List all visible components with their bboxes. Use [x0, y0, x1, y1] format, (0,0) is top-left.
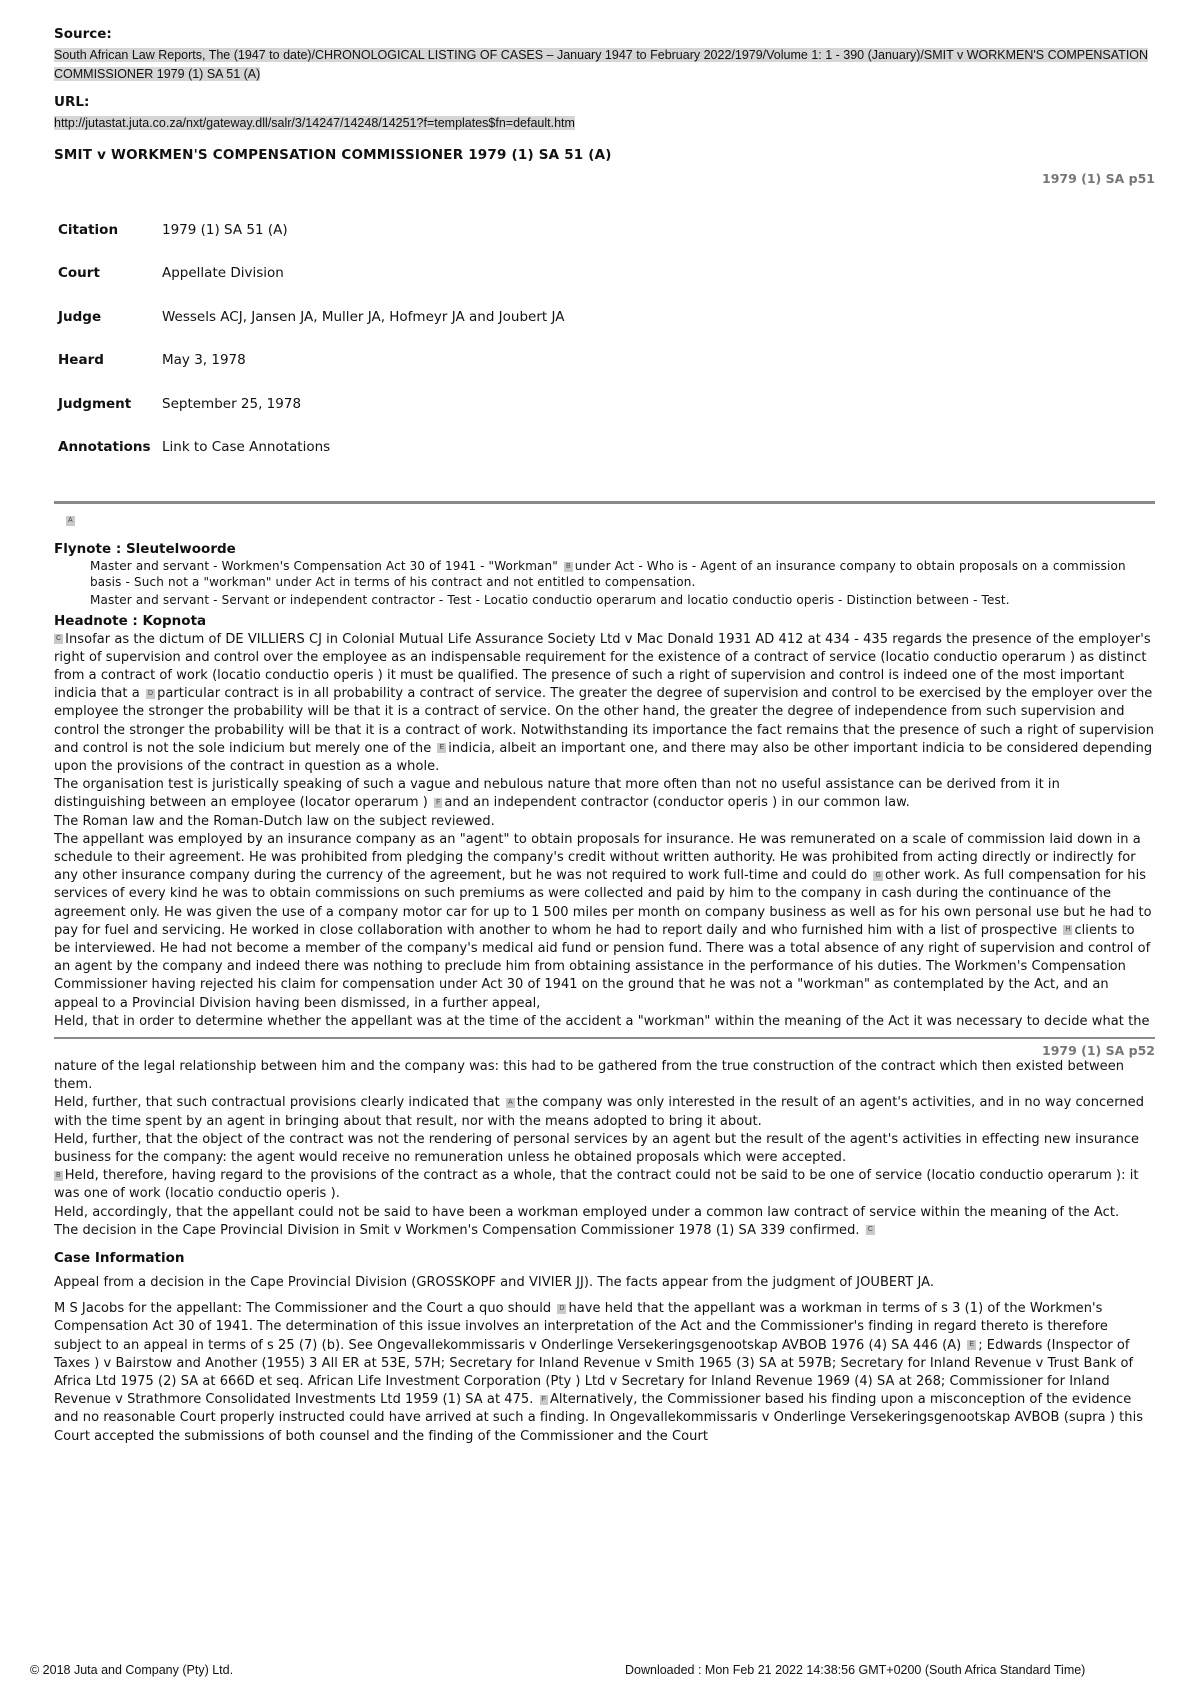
headnote-text: nature of the legal relationship between him and the company was: this had to be gathered from the true construction of the contract which then existed between them.	[54, 1058, 1125, 1093]
section-divider	[54, 501, 1155, 504]
case-information-heading: Case Information	[54, 1250, 185, 1266]
headnote-heading: Headnote : Kopnota	[54, 612, 207, 629]
margin-marker: H	[1065, 926, 1071, 934]
headnote-text: other work. As full compensation for his services of every kind he was to obtain commissions on such premiums as were collected and paid by him to the company in cash during the continuance of the agreement only. He was given the use of a company motor car for up to 1 500 miles per month on company business as well as for his own personal use but he had to pay for fuel and servicing. He worked in close collaboration with another to whom he had to report daily and who furnished him with a list of prospective	[54, 868, 1152, 938]
case-metadata-table	[58, 208, 564, 469]
margin-marker: D	[559, 1304, 565, 1312]
flynote-heading: Flynote : Sleutelwoorde	[54, 541, 236, 557]
headnote-text: Held, accordingly, that the appellant could not be said to have been a workman employed under a common law contract of service within the meaning of the Act.	[54, 1204, 1120, 1220]
meta-row-annotations	[58, 426, 564, 470]
case-info-text: Alternatively, the Commissioner based his finding upon a misconception of the evidence and no reasonable Court properly instructed could have arrived at such a finding. In Ongevallekommissaris v Onderlinge Versekeringsgenootskap AVBOB (supra ) this Court accepted the submissions of both counsel and the finding of the Commissioner and the Court	[54, 1392, 1144, 1444]
headnote-body	[54, 631, 1155, 1031]
meta-value: Appellate Division	[162, 265, 284, 282]
headnote-text: Held, further, that such contractual provisions clearly indicated that	[54, 1095, 500, 1111]
meta-key: Heard	[58, 352, 104, 369]
margin-marker: B	[565, 562, 571, 570]
margin-marker: G	[875, 871, 881, 879]
page-ref-p52: 1979 (1) SA p52	[1042, 1042, 1155, 1058]
margin-marker: E	[969, 1341, 975, 1349]
url-link[interactable]: http://jutastat.juta.co.za/nxt/gateway.dll/salr/3/14247/14248/14251?f=templates$fn=default.htm	[54, 116, 575, 130]
meta-key: Court	[58, 265, 100, 282]
headnote-text: the company was only interested in the result of an agent's activities, and in no way concerned with the time spent by an agent in bringing about that result, nor with the means adopted to bring it about.	[54, 1095, 1145, 1129]
headnote-text: The appellant was employed by an insurance company as an "agent" to obtain proposals for insurance. He was remunerated on a scale of commission laid down in a schedule to their agreement. He was prohibited from pledging the company's credit without written authority. He was prohibited from acting directly or indirectly for any other insurance company during the currency of the agreement, but he was not required to work full-time and could do	[54, 831, 1141, 884]
case-info-text: ; Edwards (Inspector of Taxes ) v Bairstow and Another (1955) 3 All ER at 53E, 57H; Secretary for Inland Revenue v Smith 1965 (3) SA at 597B; Secretary for Inland Revenue v Trust Bank of Africa Ltd 1975 (2) SA at 666D et seq. African Life Investment Corporation (Pty ) Ltd v Secretary for Inland Revenue 1969 (4) SA at 268; Commissioner for Inland Revenue v Strathmore Consolidated Investments Ltd 1959 (1) SA at 475.	[54, 1337, 1134, 1408]
margin-marker: E	[439, 744, 445, 752]
copyright-text: © 2018 Juta and Company (Pty) Ltd.	[30, 1663, 234, 1677]
document-page	[54, 26, 1155, 1446]
case-info-text: M S Jacobs for the appellant: The Commissioner and the Court a quo should	[54, 1301, 552, 1317]
page-ref-p51: 1979 (1) SA p51	[1042, 171, 1155, 186]
annotations-link[interactable]: Link to Case Annotations	[162, 439, 331, 456]
meta-row-judge	[58, 295, 564, 339]
headnote-text: particular contract is in all probability a contract of service. The greater the degree of supervision and control to be exercised by the employer over the employee the stronger the probability will be that it is a contract of service. On the other hand, the greater the degree of independence from such supervision and control the stronger the probability will be that it is a contract of work. Notwithstanding its importance the fact remains that the presence of such a right of supervision and control is not the sole indicium but merely one of the	[54, 686, 1155, 756]
meta-key: Citation	[58, 221, 119, 238]
headnote-text: clients to be interviewed. He had not become a member of the company's medical aid fund or pension fund. There was a total absence of any right of supervision and control of an agent by the company and indeed there was nothing to preclude him from obtaining assistance in the performance of his duties. The Workmen's Compensation Commissioner having rejected his claim for compensation under Act 30 of 1941 on the ground that he was not a "workman" as contemplated by the Act, and an appeal to a Provincial Division having been dismissed, in a further appeal,	[54, 922, 1151, 1011]
meta-value: September 25, 1978	[162, 395, 302, 412]
meta-value: May 3, 1978	[162, 352, 246, 369]
url-label: URL:	[54, 94, 90, 110]
headnote-text: The organisation test is juristically speaking of such a vague and nebulous nature that more often than not no useful assistance can be derived from it in distinguishing between an employee (locator operarum )	[54, 777, 1060, 811]
margin-marker: B	[56, 1171, 61, 1179]
flynote-body	[90, 559, 1155, 609]
margin-marker: A	[507, 1098, 513, 1106]
meta-key: Annotations	[58, 439, 151, 456]
headnote-text: Held, further, that the object of the contract was not the rendering of personal services by an agent but the result of the agent's activities in effecting new insurance business for the company: the agent would receive no remuneration unless he obtained proposals which were accepted.	[54, 1131, 1140, 1165]
margin-marker: C	[867, 1226, 873, 1234]
headnote-text: Insofar as the dictum of DE VILLIERS CJ in Colonial Mutual Life Assurance Society Ltd v Mac Donald 1931 AD 412 at 434 - 435 regards the presence of the employer's right of supervision and control over the employee as an indispensable requirement for the existence of a contract of service (locatio conductio operarum ) as distinct from a contract of work (locatio conductio operis ) it must be qualified. The presence of such a right of supervision and control is indeed one of the most important indicia that a	[54, 631, 1151, 702]
meta-key: Judgment	[58, 395, 132, 412]
flynote-text: under Act - Who is - Agent of an insurance company to obtain proposals on a commission basis - Such not a "workman" under Act in terms of his contract and not entitled to compensation.	[90, 559, 1126, 589]
flynote-text: Master and servant - Servant or independent contractor - Test - Locatio conductio operarum and locatio conductio operis - Distinction between - Test.	[90, 593, 1010, 607]
download-timestamp: Downloaded : Mon Feb 21 2022 14:38:56 GMT+0200 (South Africa Standard Time)	[625, 1663, 1086, 1677]
flynote-text: Master and servant - Workmen's Compensation Act 30 of 1941 - "Workman"	[90, 559, 558, 573]
page-divider	[54, 1037, 1155, 1039]
margin-marker: C	[56, 635, 62, 642]
case-info-text: Appeal from a decision in the Cape Provincial Division (GROSSKOPF and VIVIER JJ). The facts appear from the judgment of JOUBERT JA.	[54, 1275, 935, 1290]
meta-row-court	[58, 252, 564, 296]
headnote-continued	[54, 1058, 1155, 1240]
margin-marker: F	[541, 1395, 546, 1403]
meta-key: Judge	[58, 308, 102, 325]
margin-marker: A	[68, 516, 73, 524]
case-title: SMIT v WORKMEN'S COMPENSATION COMMISSIONER 1979 (1) SA 51 (A)	[54, 147, 612, 163]
meta-row-citation	[58, 208, 564, 252]
meta-row-heard	[58, 339, 564, 383]
headnote-text: Held, that in order to determine whether the appellant was at the time of the accident a "workman" within the meaning of the Act it was necessary to decide what the	[54, 1013, 1150, 1029]
case-info-text: have held that the appellant was a workman in terms of s 3 (1) of the Workmen's Compensation Act 30 of 1941. The determination of this issue involves an interpretation of the Act and the Commissioner's finding in regard thereto is therefore subject to an appeal in terms of s 25 (7) (b). See Ongevallekommissaris v Onderlinge Versekeringsgenootskap AVBOB 1976 (4) SA 446 (A)	[54, 1301, 1108, 1353]
headnote-text: The Roman law and the Roman-Dutch law on the subject reviewed.	[54, 813, 495, 829]
headnote-text: Held, therefore, having regard to the provisions of the contract as a whole, that the contract could not be said to be one of service (locatio conductio operarum ): it was one of work (locatio conductio operis ).	[54, 1168, 1139, 1202]
headnote-text: indicia, albeit an important one, and there may also be other important indicia to be considered depending upon the provisions of the contract in question as a whole.	[54, 740, 1153, 774]
meta-row-judgment	[58, 382, 564, 426]
case-information-body	[54, 1274, 1155, 1446]
headnote-text: The decision in the Cape Provincial Division in Smit v Workmen's Compensation Commissioner 1978 (1) SA 339 confirmed.	[54, 1222, 860, 1238]
margin-marker: F	[436, 798, 441, 806]
meta-value: Wessels ACJ, Jansen JA, Muller JA, Hofmeyr JA and Joubert JA	[162, 308, 565, 325]
meta-value: 1979 (1) SA 51 (A)	[162, 221, 288, 238]
margin-marker: D	[147, 689, 154, 697]
headnote-text: and an independent contractor (conductor operis ) in our common law.	[444, 795, 910, 811]
source-label: Source:	[54, 26, 112, 42]
source-path[interactable]: South African Law Reports, The (1947 to date)/CHRONOLOGICAL LISTING OF CASES – January 1947 to February 2022/1979/Volume 1: 1 - 390 (January)/SMIT v WORKMEN'S COMPENSATION COMMISSIONER 1979 (1) SA 51 (A)	[54, 48, 1149, 81]
